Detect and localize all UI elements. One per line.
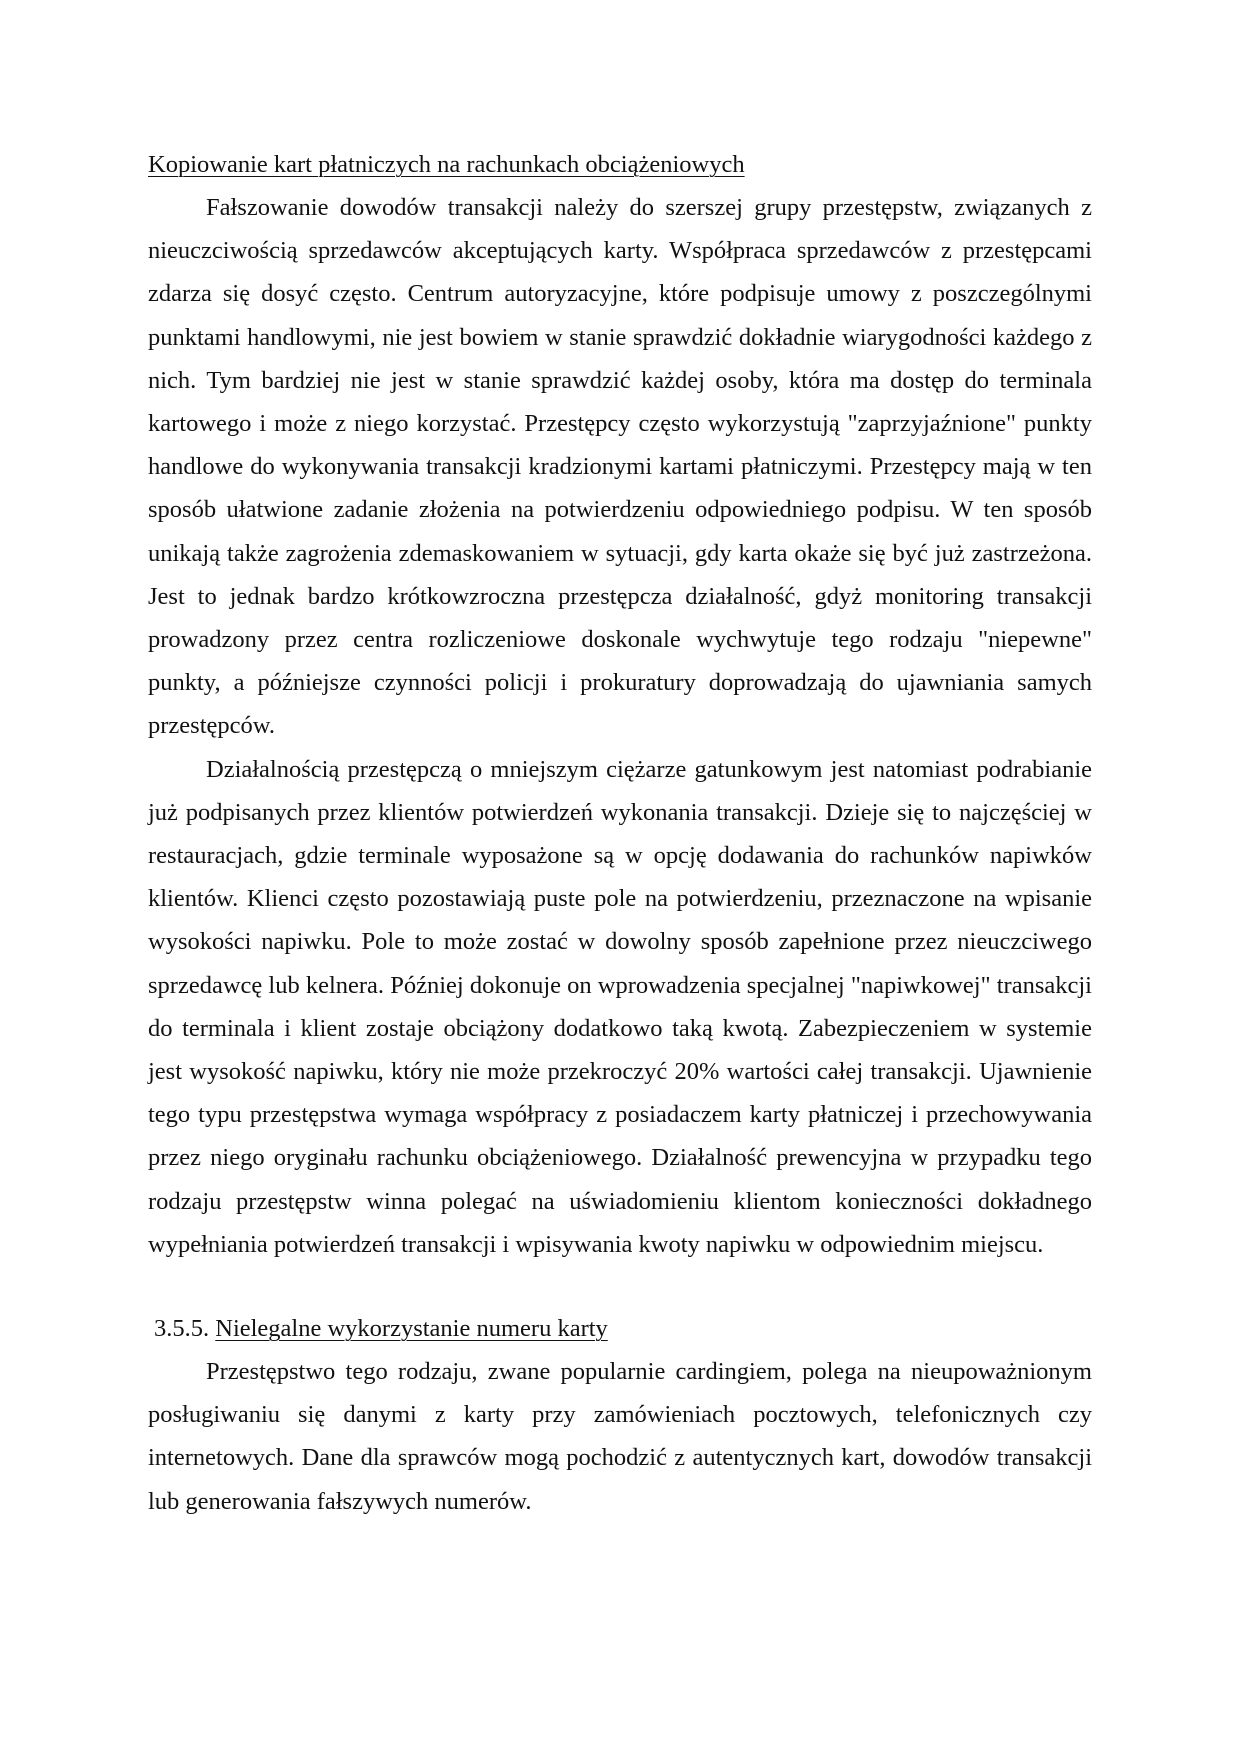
- paragraph-2: Działalnością przestępczą o mniejszym ciężarze gatunkowym jest natomiast podrabianie już podpisanych przez klientów potwierdzeń wykonania transakcji. Dzieje się to najczęściej w restauracjach, gdzie terminale wyposażone są w opcję dodawania do rachunków napiwków klientów. Klienci często pozostawiają puste pole na potwierdzeniu, przeznaczone na wpisanie wysokości napiwku. Pole to może zostać w dowolny sposób zapełnione przez nieuczciwego sprzedawcę lub kelnera. Później dokonuje on wprowadzenia specjalnej "napiwkowej" transakcji do terminala i klient zostaje obciążony dodatkowo taką kwotą. Zabezpieczeniem w systemie jest wysokość napiwku, który nie może przekroczyć 20% wartości całej transakcji. Ujawnienie tego typu przestępstwa wymaga współpracy z posiadaczem karty płatniczej i przechowywania przez niego oryginału rachunku obciążeniowego. Działalność prewencyjna w przypadku tego rodzaju przestępstw winna polegać na uświadomieniu klientom konieczności dokładnego wypełniania potwierdzeń transakcji i wpisywania kwoty napiwku w odpowiednim miejscu.: [148, 755, 1092, 1258]
- paragraph-1: Fałszowanie dowodów transakcji należy do szerszej grupy przestępstw, związanych z nieuczciwością sprzedawców akceptujących karty. Współpraca sprzedawców z przestępcami zdarza się dosyć często. Centrum autoryzacyjne, które podpisuje umowy z poszczególnymi punktami handlowymi, nie jest bowiem w stanie sprawdzić dokładnie wiarygodności każdego z nich. Tym bardziej nie jest w stanie sprawdzić każdej osoby, która ma dostęp do terminala kartowego i może z niego korzystać. Przestępcy często wykorzystują "zaprzyjaźnione" punkty handlowe do wykonywania transakcji kradzionymi kartami płatniczymi. Przestępcy mają w ten sposób ułatwione zadanie złożenia na potwierdzeniu odpowiedniego podpisu. W ten sposób unikają także zagrożenia zdemaskowaniem w sytuacji, gdy karta okaże się być już zastrzeżona. Jest to jednak bardzo krótkowzroczna przestępcza działalność, gdyż monitoring transakcji prowadzony przez centra rozliczeniowe doskonale wychwytuje tego rodzaju "niepewne" punkty, a późniejsze czynności policji i prokuratury doprowadzają do ujawniania samych przestępców.: [148, 194, 1092, 740]
- section-number: 3.5.5.: [154, 1315, 210, 1343]
- section-title: Nielegalne wykorzystanie numeru karty: [215, 1315, 608, 1343]
- subsection-title: Kopiowanie kart płatniczych na rachunkach obciążeniowych: [148, 151, 745, 178]
- section-heading: [154, 1307, 1092, 1350]
- page-content: [148, 143, 1092, 1523]
- section-paragraph-1: Przestępstwo tego rodzaju, zwane popularnie cardingiem, polega na nieupoważnionym posługiwaniu się danymi z karty przy zamówieniach pocztowych, telefonicznych czy internetowych. Dane dla sprawców mogą pochodzić z autentycznych kart, dowodów transakcji lub generowania fałszywych numerów.: [148, 1358, 1092, 1515]
